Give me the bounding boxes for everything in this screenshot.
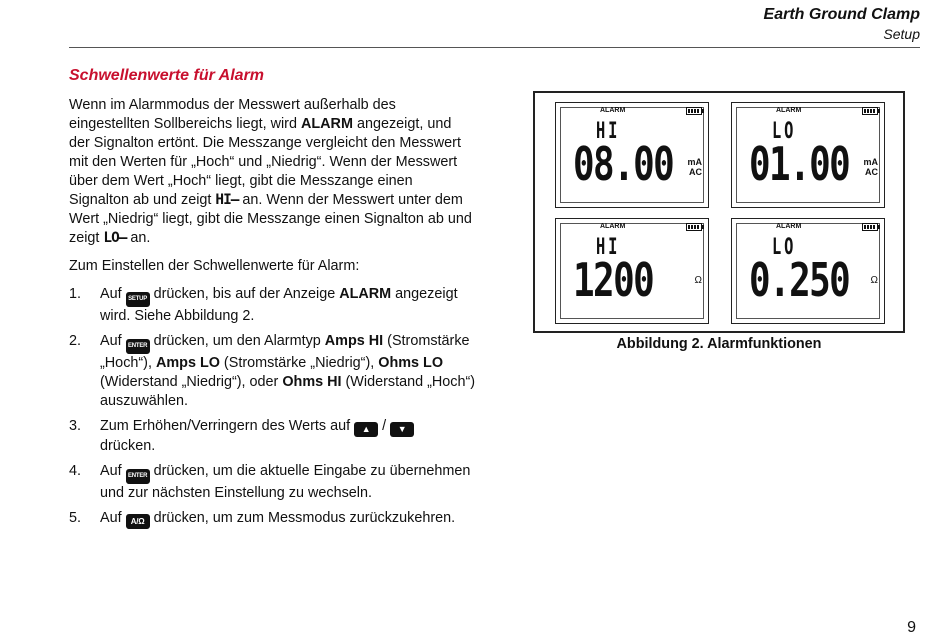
step-text: angezeigt wird. Siehe Abbildung 2. — [100, 286, 458, 324]
step-text: Zum Erhöhen/Verringern des Werts auf — [100, 418, 355, 434]
step-text: drücken, um den Alarmtyp — [149, 333, 325, 349]
enter-key-icon: ENTER — [126, 339, 150, 354]
intro-text-4: an. — [126, 230, 151, 246]
intro-text-3: an. Wenn der Messwert unter dem Wert „Niedrig“ liegt, gibt die Messzange einen Signalton ab und zeigt — [69, 192, 472, 246]
figure-caption: Abbildung 2. Alarmfunktionen — [616, 336, 822, 352]
step-text: drücken, um zum Messmodus zurückzukehren. — [149, 510, 456, 526]
lcd-alarm-label: ALARM — [600, 223, 626, 230]
lcd-unit-top: Ω — [694, 275, 702, 286]
enter-key-icon: ENTER — [126, 469, 150, 484]
step-text: / — [378, 418, 391, 434]
section-heading: Schwellenwerte für Alarm — [69, 67, 265, 84]
lcd-unit-top: mA — [863, 157, 878, 167]
step-item — [69, 417, 489, 456]
lcd-display-ohms-lo — [731, 218, 885, 324]
lcd-unit — [863, 157, 878, 177]
lcd-reading: 01.00 — [749, 137, 850, 191]
step-text: Auf — [100, 463, 126, 479]
hi-display-symbol: HI— — [215, 192, 239, 208]
lcd-display-amps-lo — [731, 102, 885, 208]
lcd-mode-indicator: LO — [772, 119, 797, 144]
lcd-unit-bottom: AC — [865, 167, 878, 177]
lcd-display-ohms-hi — [555, 218, 709, 324]
step-item — [69, 462, 489, 503]
lcd-mode-indicator: LO — [772, 235, 797, 260]
a-ohm-key-icon: A/Ω — [126, 514, 150, 529]
lo-display-symbol: LO— — [103, 230, 127, 246]
down-arrow-key-icon: ▼ — [390, 422, 414, 437]
intro-text-2: angezeigt, und der Signalton ertönt. Die Messzange vergleicht den Messwert mit den Werten für „Hoch“ und „Niedrig“. Wenn der Messwert über dem Wert „Hoch“ liegt, gibt die Messzange einen Signalton ab und zeigt — [69, 116, 461, 208]
step-bold: Amps LO — [155, 355, 220, 371]
lcd-display-amps-hi — [555, 102, 709, 208]
step-number: 2. — [69, 333, 82, 349]
step-text: drücken. — [100, 438, 156, 454]
step-number: 4. — [69, 463, 82, 479]
step-text: (Stromstärke „Hoch“), — [100, 333, 470, 371]
setup-key-icon: SETUP — [126, 292, 150, 307]
intro-paragraph — [69, 96, 474, 248]
battery-icon — [686, 107, 702, 115]
step-bold: Amps HI — [324, 333, 384, 349]
battery-icon — [686, 223, 702, 231]
step-text: (Widerstand „Niedrig“), oder — [100, 374, 283, 390]
lcd-reading: 1200 — [573, 253, 654, 307]
step-bold: Ohms HI — [282, 374, 342, 390]
up-arrow-key-icon: ▲ — [354, 422, 378, 437]
intro-text-1: Wenn im Alarmmodus der Messwert außerhalb des eingestellten Sollbereichs liegt, wird — [69, 97, 396, 132]
step-item — [69, 332, 489, 411]
step-bold: ALARM — [339, 286, 392, 302]
instructions-intro: Zum Einstellen der Schwellenwerte für Alarm: — [69, 258, 360, 274]
page-number: 9 — [907, 619, 916, 636]
step-text: Auf — [100, 286, 126, 302]
lcd-unit — [871, 276, 878, 286]
alarm-word: ALARM — [300, 116, 353, 132]
lcd-mode-indicator: HI — [596, 119, 621, 144]
lcd-alarm-label: ALARM — [600, 107, 626, 114]
steps-list — [69, 285, 489, 535]
step-text: (Stromstärke „Niedrig“), — [219, 355, 379, 371]
running-header-subtitle: Setup — [883, 26, 920, 42]
step-text: drücken, bis auf der Anzeige — [149, 286, 340, 302]
lcd-unit-top: Ω — [870, 275, 878, 286]
step-number: 3. — [69, 418, 82, 434]
lcd-alarm-label: ALARM — [776, 107, 802, 114]
lcd-unit — [695, 276, 702, 286]
lcd-unit — [687, 157, 702, 177]
step-item — [69, 285, 489, 326]
lcd-mode-indicator: HI — [596, 235, 621, 260]
step-bold: Ohms LO — [378, 355, 444, 371]
lcd-reading: 08.00 — [573, 137, 674, 191]
step-item — [69, 509, 489, 529]
lcd-reading: 0.250 — [749, 253, 850, 307]
step-number: 1. — [69, 286, 82, 302]
step-text: Auf — [100, 510, 126, 526]
lcd-unit-top: mA — [687, 157, 702, 167]
running-header-title: Earth Ground Clamp — [763, 6, 920, 23]
battery-icon — [862, 223, 878, 231]
alarm-figure — [533, 91, 905, 333]
step-number: 5. — [69, 510, 82, 526]
header-divider — [69, 47, 920, 48]
lcd-unit-bottom: AC — [689, 167, 702, 177]
battery-icon — [862, 107, 878, 115]
step-text: drücken, um die aktuelle Eingabe zu übernehmen und zur nächsten Einstellung zu wechseln. — [100, 463, 471, 501]
lcd-alarm-label: ALARM — [776, 223, 802, 230]
step-text: (Widerstand „Hoch“) auszuwählen. — [100, 374, 476, 409]
step-text: Auf — [100, 333, 126, 349]
